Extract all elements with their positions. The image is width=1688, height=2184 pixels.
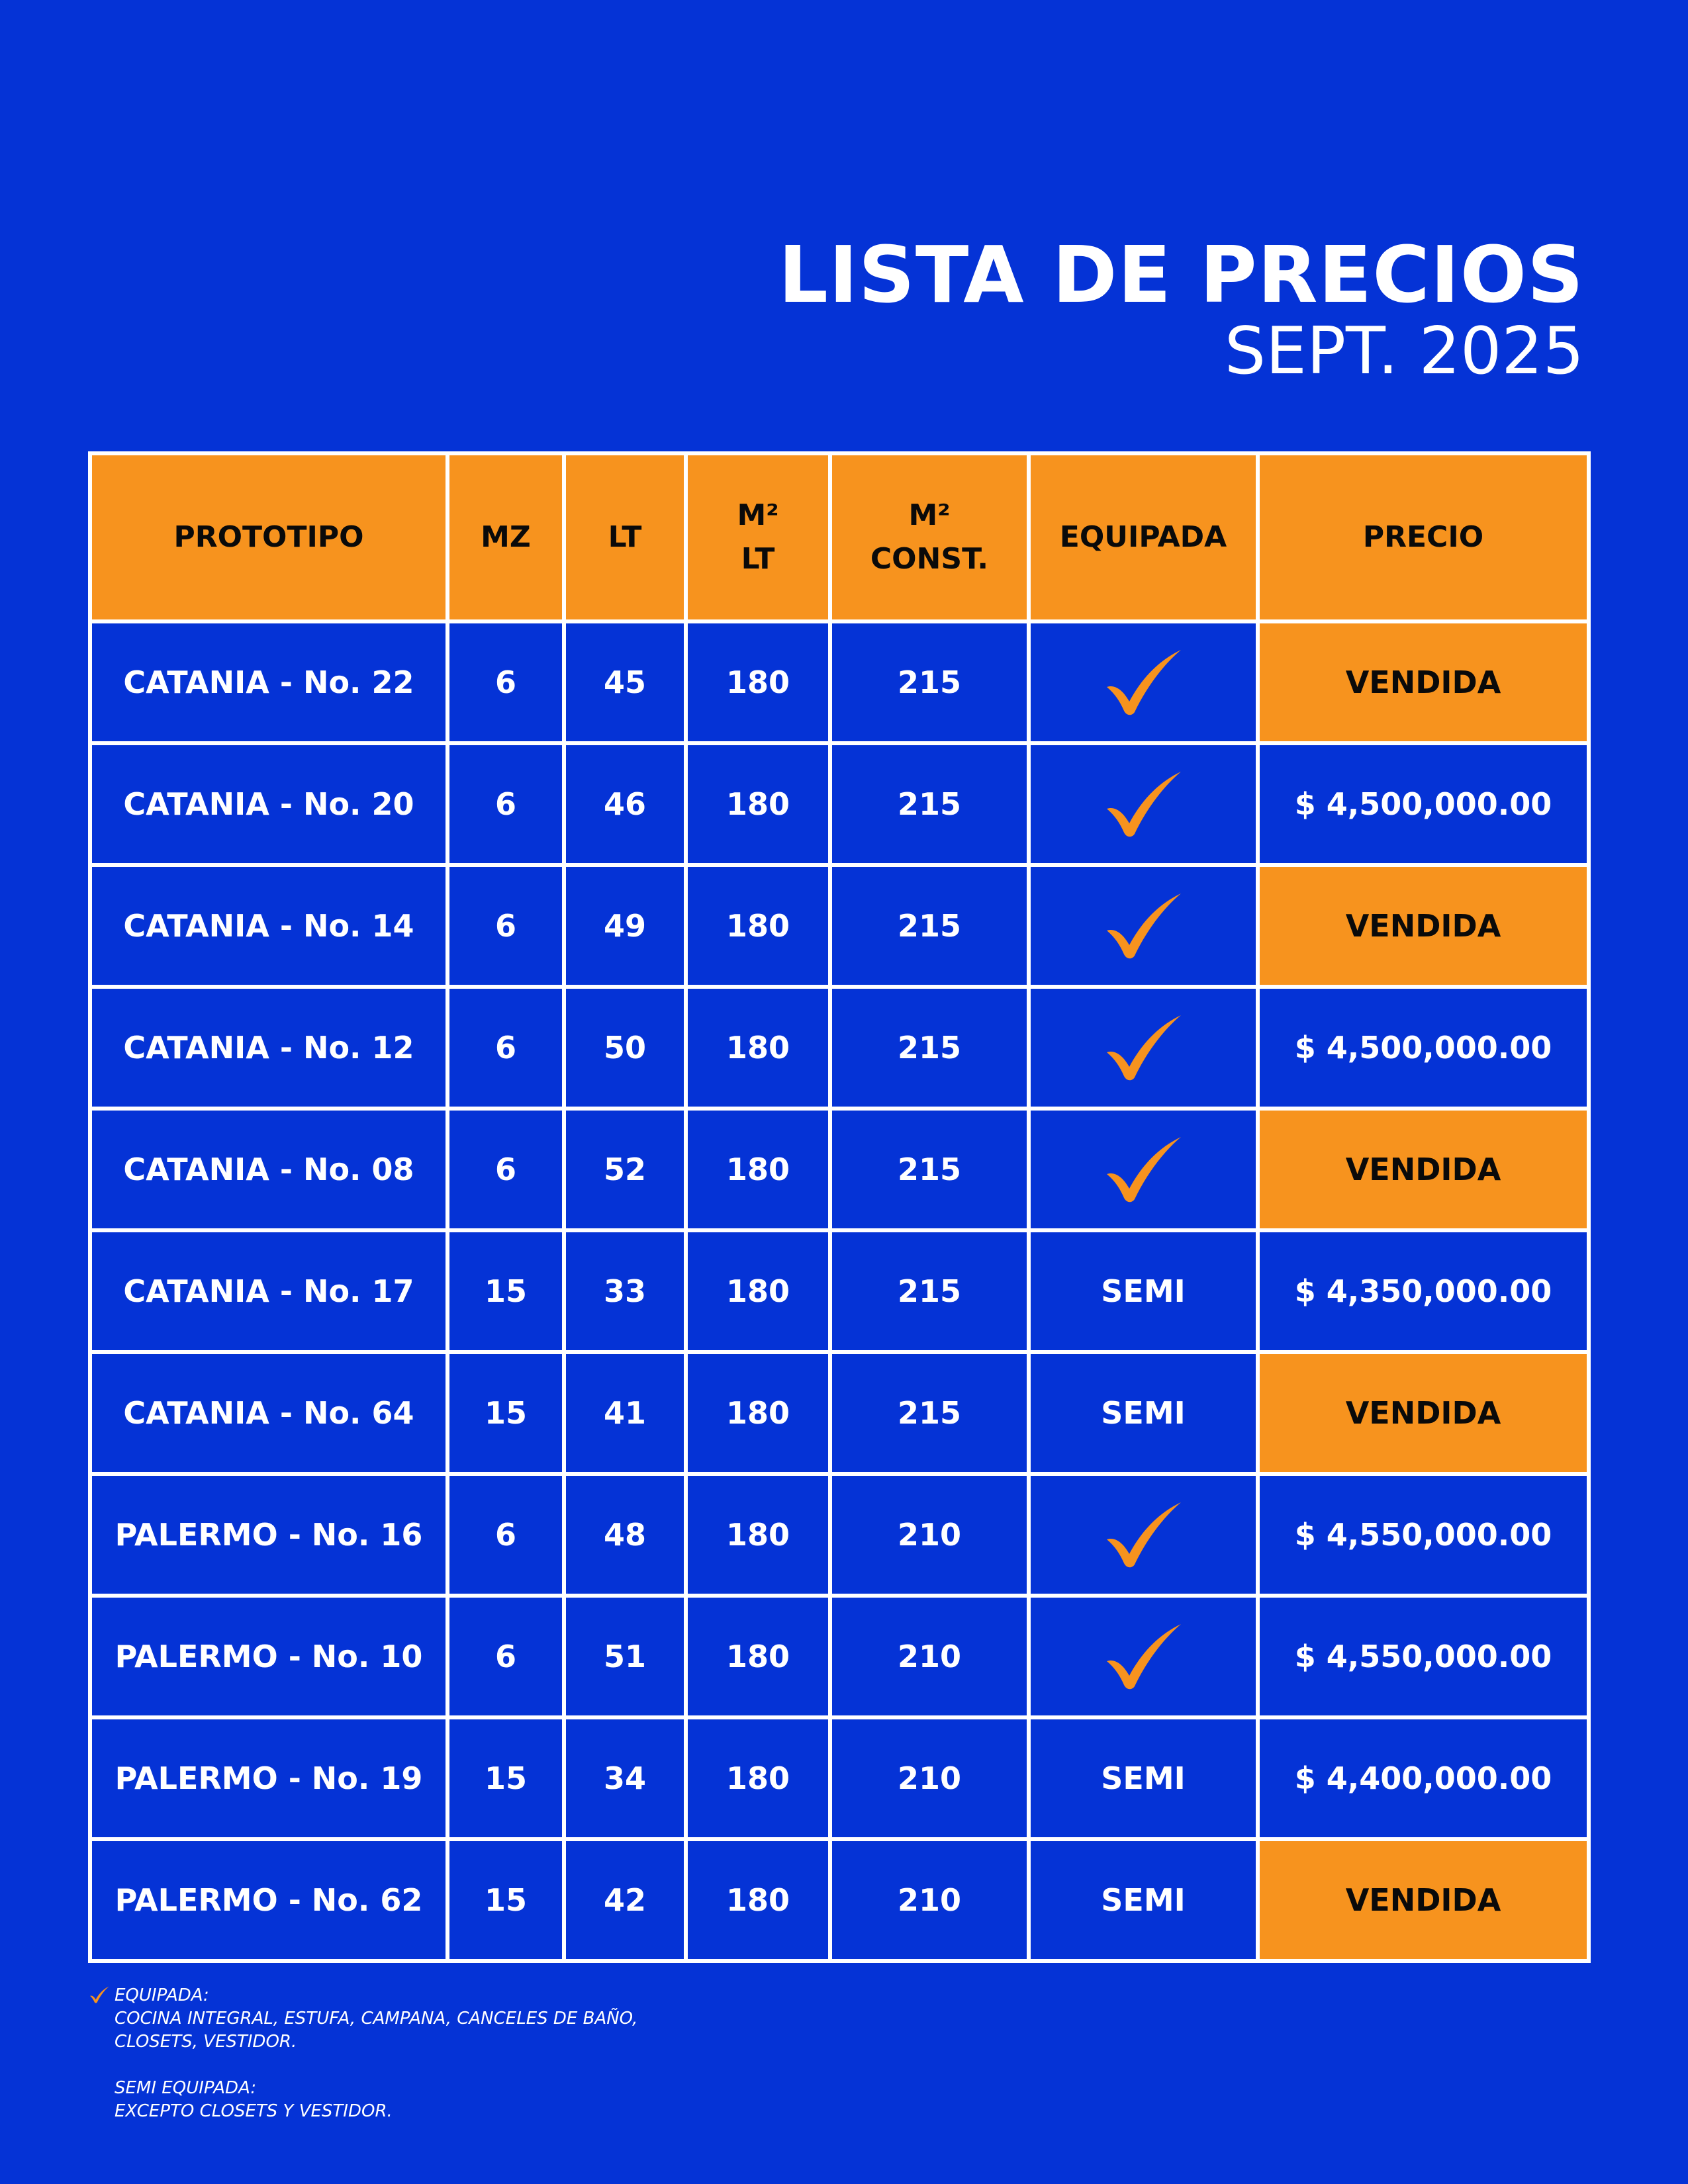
cell-precio: $ 4,500,000.00 <box>1258 743 1589 865</box>
cell-lt: 50 <box>564 987 686 1109</box>
cell-lt: 45 <box>564 621 686 743</box>
cell-precio: $ 4,350,000.00 <box>1258 1230 1589 1352</box>
cell-prototipo: PALERMO - No. 19 <box>90 1717 447 1839</box>
cell-m2-lt: 180 <box>686 1230 830 1352</box>
cell-equipada <box>1029 865 1258 987</box>
cell-m2-lt: 180 <box>686 1352 830 1474</box>
cell-equipada: SEMI <box>1029 1352 1258 1474</box>
cell-mz: 6 <box>447 865 564 987</box>
cell-m2-lt: 180 <box>686 865 830 987</box>
table-row <box>90 1596 1589 1717</box>
table-header-row <box>90 453 1589 621</box>
cell-equipada <box>1029 743 1258 865</box>
column-header: LT <box>564 453 686 621</box>
cell-prototipo: CATANIA - No. 14 <box>90 865 447 987</box>
cell-lt: 48 <box>564 1474 686 1596</box>
cell-mz: 6 <box>447 987 564 1109</box>
check-icon <box>1100 768 1186 841</box>
cell-m2-lt: 180 <box>686 1109 830 1230</box>
cell-m2-lt: 180 <box>686 1596 830 1717</box>
cell-prototipo: CATANIA - No. 22 <box>90 621 447 743</box>
cell-equipada <box>1029 1596 1258 1717</box>
table-row <box>90 987 1589 1109</box>
cell-lt: 33 <box>564 1230 686 1352</box>
cell-mz: 15 <box>447 1230 564 1352</box>
cell-precio-sold-badge: VENDIDA <box>1258 621 1589 743</box>
price-table <box>88 451 1591 1963</box>
table-row <box>90 1352 1589 1474</box>
cell-m2-const: 215 <box>830 743 1029 865</box>
cell-equipada <box>1029 1109 1258 1230</box>
cell-precio: $ 4,400,000.00 <box>1258 1717 1589 1839</box>
cell-mz: 6 <box>447 1109 564 1230</box>
cell-m2-const: 215 <box>830 865 1029 987</box>
table-row <box>90 1839 1589 1961</box>
page-subtitle: SEPT. 2025 <box>1224 314 1584 389</box>
cell-lt: 34 <box>564 1717 686 1839</box>
cell-m2-const: 215 <box>830 1230 1029 1352</box>
note-equipada-line2: CLOSETS, VESTIDOR. <box>115 2032 297 2052</box>
check-icon <box>1100 1620 1186 1693</box>
cell-lt: 52 <box>564 1109 686 1230</box>
cell-prototipo: CATANIA - No. 20 <box>90 743 447 865</box>
cell-mz: 6 <box>447 743 564 865</box>
cell-equipada <box>1029 621 1258 743</box>
cell-m2-const: 215 <box>830 987 1029 1109</box>
table-row <box>90 743 1589 865</box>
table-row <box>90 621 1589 743</box>
note-semi-line1: EXCEPTO CLOSETS Y VESTIDOR. <box>115 2101 393 2121</box>
table-row <box>90 1717 1589 1839</box>
cell-precio: $ 4,550,000.00 <box>1258 1474 1589 1596</box>
footnotes <box>88 1984 637 2123</box>
table-row <box>90 1230 1589 1352</box>
cell-mz: 6 <box>447 1596 564 1717</box>
cell-precio-sold-badge: VENDIDA <box>1258 865 1589 987</box>
check-icon <box>1100 889 1186 962</box>
check-icon <box>88 1985 111 2004</box>
cell-m2-lt: 180 <box>686 1474 830 1596</box>
cell-prototipo: CATANIA - No. 12 <box>90 987 447 1109</box>
cell-prototipo: CATANIA - No. 17 <box>90 1230 447 1352</box>
cell-prototipo: PALERMO - No. 62 <box>90 1839 447 1961</box>
cell-m2-lt: 180 <box>686 1717 830 1839</box>
note-semi-title: SEMI EQUIPADA: <box>115 2078 257 2098</box>
table-row <box>90 1474 1589 1596</box>
check-icon <box>1100 1133 1186 1206</box>
column-header: MZ <box>447 453 564 621</box>
cell-prototipo: CATANIA - No. 64 <box>90 1352 447 1474</box>
cell-m2-const: 215 <box>830 621 1029 743</box>
page-header <box>778 229 1584 389</box>
note-equipada-title: EQUIPADA: <box>88 1984 637 2007</box>
cell-equipada: SEMI <box>1029 1839 1258 1961</box>
cell-prototipo: CATANIA - No. 08 <box>90 1109 447 1230</box>
cell-mz: 6 <box>447 621 564 743</box>
cell-prototipo: PALERMO - No. 16 <box>90 1474 447 1596</box>
cell-mz: 15 <box>447 1839 564 1961</box>
cell-m2-const: 210 <box>830 1596 1029 1717</box>
note-equipada-line1: COCINA INTEGRAL, ESTUFA, CAMPANA, CANCELES DE BAÑO, <box>115 2009 638 2028</box>
column-header: PROTOTIPO <box>90 453 447 621</box>
cell-equipada <box>1029 1474 1258 1596</box>
table-row <box>90 865 1589 987</box>
cell-m2-lt: 180 <box>686 1839 830 1961</box>
cell-m2-const: 215 <box>830 1109 1029 1230</box>
table-body <box>90 621 1589 1961</box>
column-header: EQUIPADA <box>1029 453 1258 621</box>
cell-lt: 51 <box>564 1596 686 1717</box>
cell-m2-const: 210 <box>830 1717 1029 1839</box>
cell-equipada: SEMI <box>1029 1230 1258 1352</box>
page-title: LISTA DE PRECIOS <box>778 229 1584 320</box>
cell-mz: 15 <box>447 1717 564 1839</box>
column-header: M² CONST. <box>830 453 1029 621</box>
cell-m2-lt: 180 <box>686 621 830 743</box>
cell-m2-const: 210 <box>830 1474 1029 1596</box>
cell-m2-lt: 180 <box>686 987 830 1109</box>
cell-precio-sold-badge: VENDIDA <box>1258 1352 1589 1474</box>
cell-m2-lt: 180 <box>686 743 830 865</box>
check-icon <box>1100 646 1186 719</box>
cell-equipada <box>1029 987 1258 1109</box>
cell-lt: 49 <box>564 865 686 987</box>
cell-mz: 15 <box>447 1352 564 1474</box>
cell-precio: $ 4,500,000.00 <box>1258 987 1589 1109</box>
cell-prototipo: PALERMO - No. 10 <box>90 1596 447 1717</box>
cell-m2-const: 215 <box>830 1352 1029 1474</box>
check-icon <box>1100 1011 1186 1084</box>
table-row <box>90 1109 1589 1230</box>
cell-m2-const: 210 <box>830 1839 1029 1961</box>
cell-lt: 42 <box>564 1839 686 1961</box>
check-icon <box>1100 1498 1186 1571</box>
cell-mz: 6 <box>447 1474 564 1596</box>
cell-lt: 46 <box>564 743 686 865</box>
cell-precio-sold-badge: VENDIDA <box>1258 1109 1589 1230</box>
column-header: PRECIO <box>1258 453 1589 621</box>
cell-precio-sold-badge: VENDIDA <box>1258 1839 1589 1961</box>
cell-lt: 41 <box>564 1352 686 1474</box>
column-header: M² LT <box>686 453 830 621</box>
cell-equipada: SEMI <box>1029 1717 1258 1839</box>
cell-precio: $ 4,550,000.00 <box>1258 1596 1589 1717</box>
